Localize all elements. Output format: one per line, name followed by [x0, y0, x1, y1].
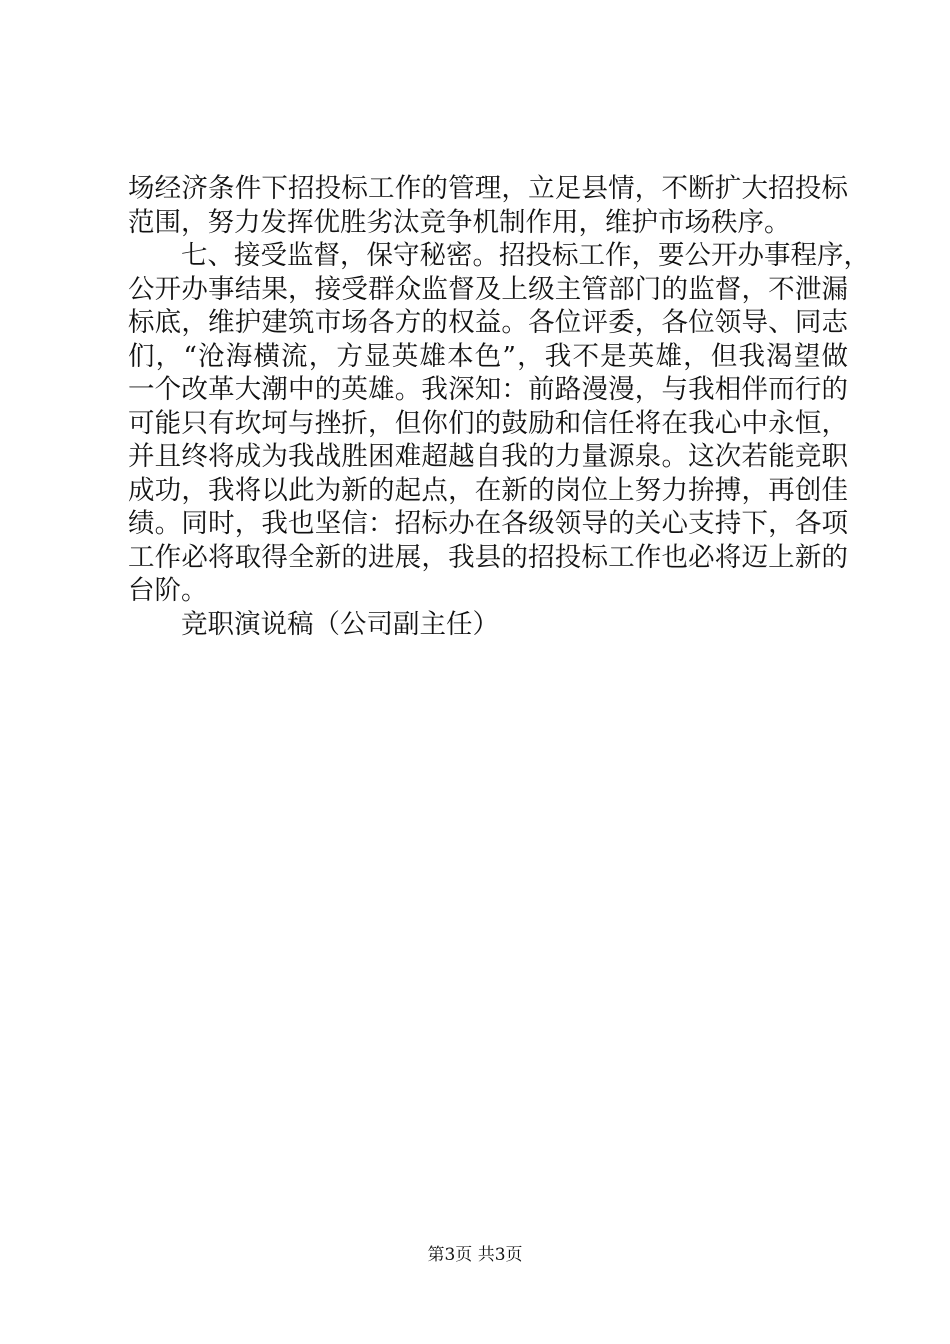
text-line: 成功，我将以此为新的起点，在新的岗位上努力拚搏，再创佳: [128, 474, 848, 506]
text-line: 可能只有坎坷与挫折，但你们的鼓励和信任将在我心中永恒，: [128, 407, 848, 439]
text-line: 一个改革大潮中的英雄。我深知：前路漫漫，与我相伴而行的: [128, 374, 848, 405]
text-line: 范围，努力发挥优胜劣汰竞争机制作用，维护市场秩序。: [128, 206, 791, 238]
text-line: 标底，维护建筑市场各方的权益。各位评委，各位领导、同志: [128, 307, 848, 338]
text-line: 工作必将取得全新的进展，我县的招投标工作也必将迈上新的: [128, 541, 848, 573]
text-line: 绩。同时，我也坚信：招标办在各级领导的关心支持下，各项: [128, 508, 848, 539]
document-body: [128, 172, 870, 641]
text-line: 们，“沧海横流，方显英雄本色”，我不是英雄，但我渴望做: [128, 340, 848, 372]
text-line: 七、接受监督，保守秘密。招投标工作，要公开办事程序，: [128, 240, 870, 271]
text-line: 场经济条件下招投标工作的管理，立足县情，不断扩大招投标: [128, 173, 848, 204]
text-line: 台阶。: [128, 575, 208, 606]
text-line: 公开办事结果，接受群众监督及上级主管部门的监督，不泄漏: [128, 273, 848, 305]
text-line: 并且终将成为我战胜困难超越自我的力量源泉。这次若能竞职: [128, 441, 848, 472]
page-number-footer: 第3页 共3页: [427, 1245, 523, 1265]
text-line: 竞职演说稿（公司副主任）: [128, 608, 499, 640]
